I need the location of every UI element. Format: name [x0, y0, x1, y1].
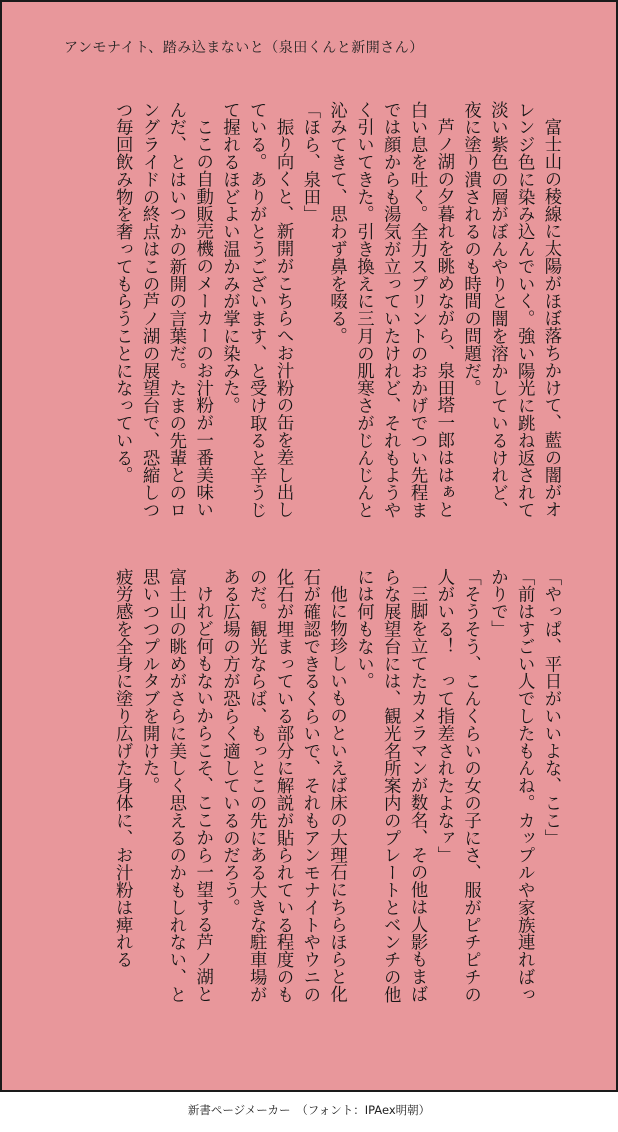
paragraph: 富士山の稜線に太陽がほぼ落ちかけて、藍の闇がオレンジ色に染み込んでいく。強い陽光に跳ね返されて淡い紫色の層がぼんやりと闇を溶かしているけれど、夜に塗り潰されるのも時間の問題だ。 [460, 101, 561, 519]
paragraph: 芦ノ湖の夕暮れを眺めながら、泉田塔一郎ははぁと白い息を吐く。全力スプリントのおかげでつい先程までは顔からも湯気が立っていたけれど、それもようやく引いてきた。引き換えに三月の肌寒さがじんじんと沁みてきて、思わず鼻を啜る。 [326, 101, 454, 519]
paragraph: 振り向くと、新開がこちらへお汁粉の缶を差し出している。ありがとうございます、と受け取ると辛うじて握れるほどよい温かみが掌に染みた。 [219, 101, 294, 519]
page-title: アンモナイト、踏み込まないと（泉田くんと新開さん） [64, 40, 424, 56]
paragraph: 他に物珍しいものといえば床の大理石にちらほらと化石が確認できるくらいで、それもアンモナイトやウニの化石が埋まっている部分に解説が貼られている程度のものだ。観光ならば、もっとこの先にある大きな駐車場がある広場の方が恐らく適しているのだろう。 [219, 568, 347, 1003]
dialogue-line: 「ほら、泉田」 [299, 101, 320, 223]
text-block-bottom [64, 568, 564, 1008]
paragraph: 疲労感を全身に塗り広げた身体に、お汁粉は痺れる [112, 568, 133, 969]
paragraph: ここの自動販売機のメーカーのお汁粉が一番美味いんだ、とはいつかの新開の言葉だ。たまの先輩とのロングライドの終点はこの芦ノ湖の展望台で、恐縮しつつ毎回飲み物を奢ってもらうことになっている。 [112, 101, 213, 519]
dialogue-line: 「前はすごい人でしたもんね。カップルや家族連ればっかりで」 [487, 568, 535, 1003]
paragraph: けれど何もないからこそ、ここから一望する芦ノ湖と富士山の眺めがさらに美しく思えるのかもしれない、と思いつつプルタブを開けた。 [139, 568, 213, 1003]
paragraph: 三脚を立てたカメラマンが数名、その他は人影もまばらな展望台には、観光名所案内のプレートとベンチの他には何もない。 [353, 568, 428, 1003]
text-block-top [64, 101, 564, 531]
dialogue-line: 「やっぱ、平日がいいよな、ここ」 [541, 568, 561, 847]
footer-credit: 新書ページメーカー （フォント：IPAex明朝） [187, 1103, 431, 1117]
dialogue-line: 「そうそう、こんくらいの女の子にさ、服がピチピチの人がいる！ って指差されたよなァ」 [433, 568, 481, 1003]
